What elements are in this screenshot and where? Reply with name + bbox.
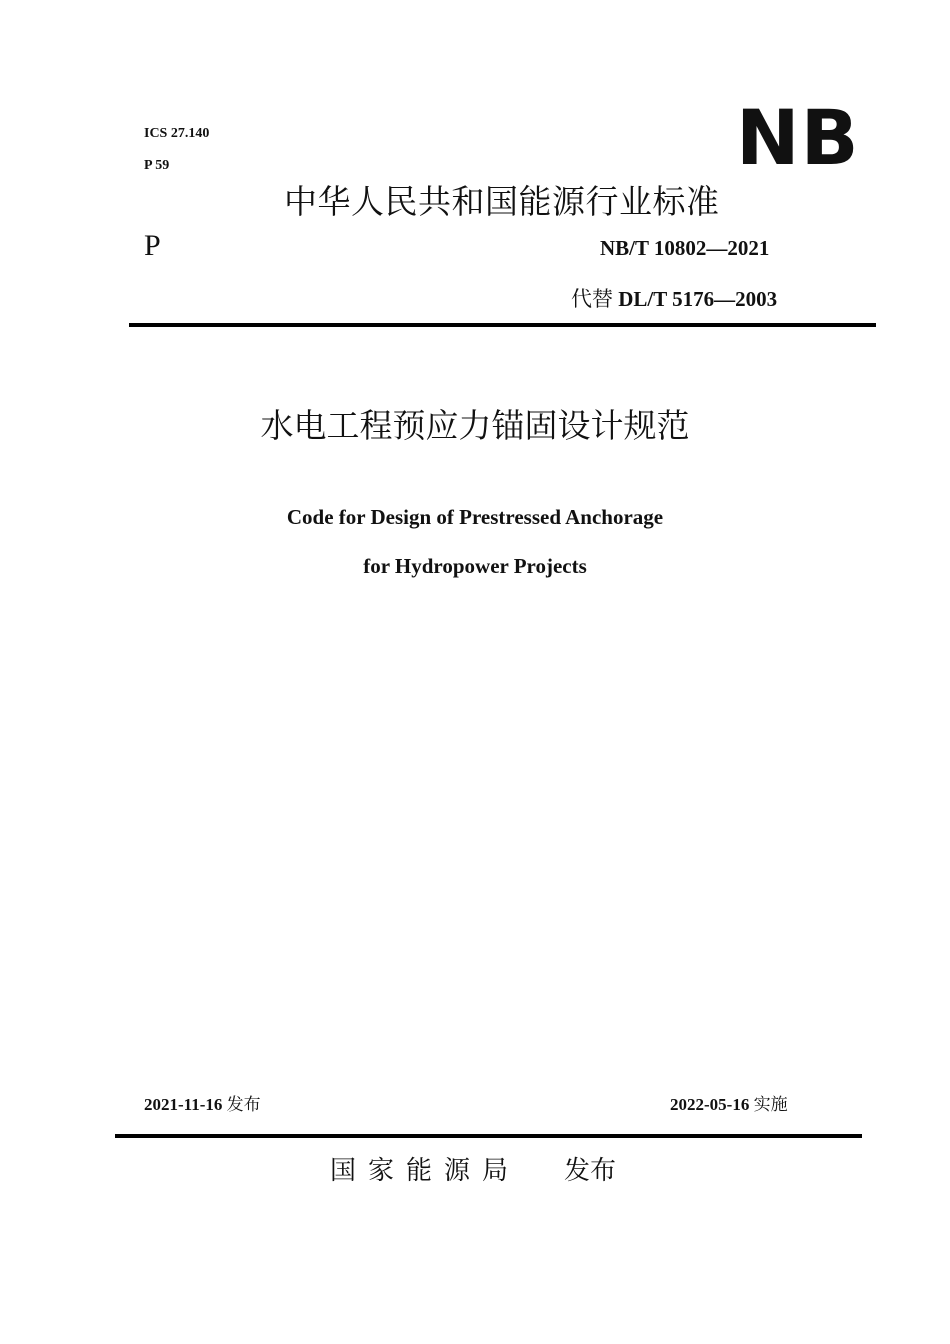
document-title-en-line1: Code for Design of Prestressed Anchorage xyxy=(286,505,664,529)
publish-label: 发布 xyxy=(564,1156,617,1186)
document-title-en-line2: for Hydropower Projects xyxy=(363,554,587,578)
classification-code: P 59 xyxy=(144,158,170,173)
nb-logo: NB xyxy=(736,93,860,182)
standard-number: NB/T 10802—2021 xyxy=(600,236,770,260)
top-divider xyxy=(129,323,876,327)
publisher-name: 国家能源局 xyxy=(330,1156,521,1186)
implement-date xyxy=(670,1090,788,1115)
issue-date xyxy=(144,1090,261,1115)
category-letter: P xyxy=(144,229,161,262)
implement-date-value: 2022-05-16 xyxy=(670,1095,750,1114)
issue-date-value: 2021-11-16 xyxy=(144,1095,223,1114)
issue-label: 发布 xyxy=(226,1095,261,1115)
ics-code: ICS 27.140 xyxy=(144,126,210,141)
replaces-line xyxy=(571,283,777,313)
replaces-prefix: 代替 xyxy=(571,287,613,311)
standard-type-title: 中华人民共和国能源行业标准 xyxy=(284,182,720,221)
implement-label: 实施 xyxy=(753,1095,788,1115)
bottom-divider xyxy=(115,1134,862,1138)
document-title-zh: 水电工程预应力锚固设计规范 xyxy=(260,406,690,445)
replaces-number: DL/T 5176—2003 xyxy=(618,287,778,311)
